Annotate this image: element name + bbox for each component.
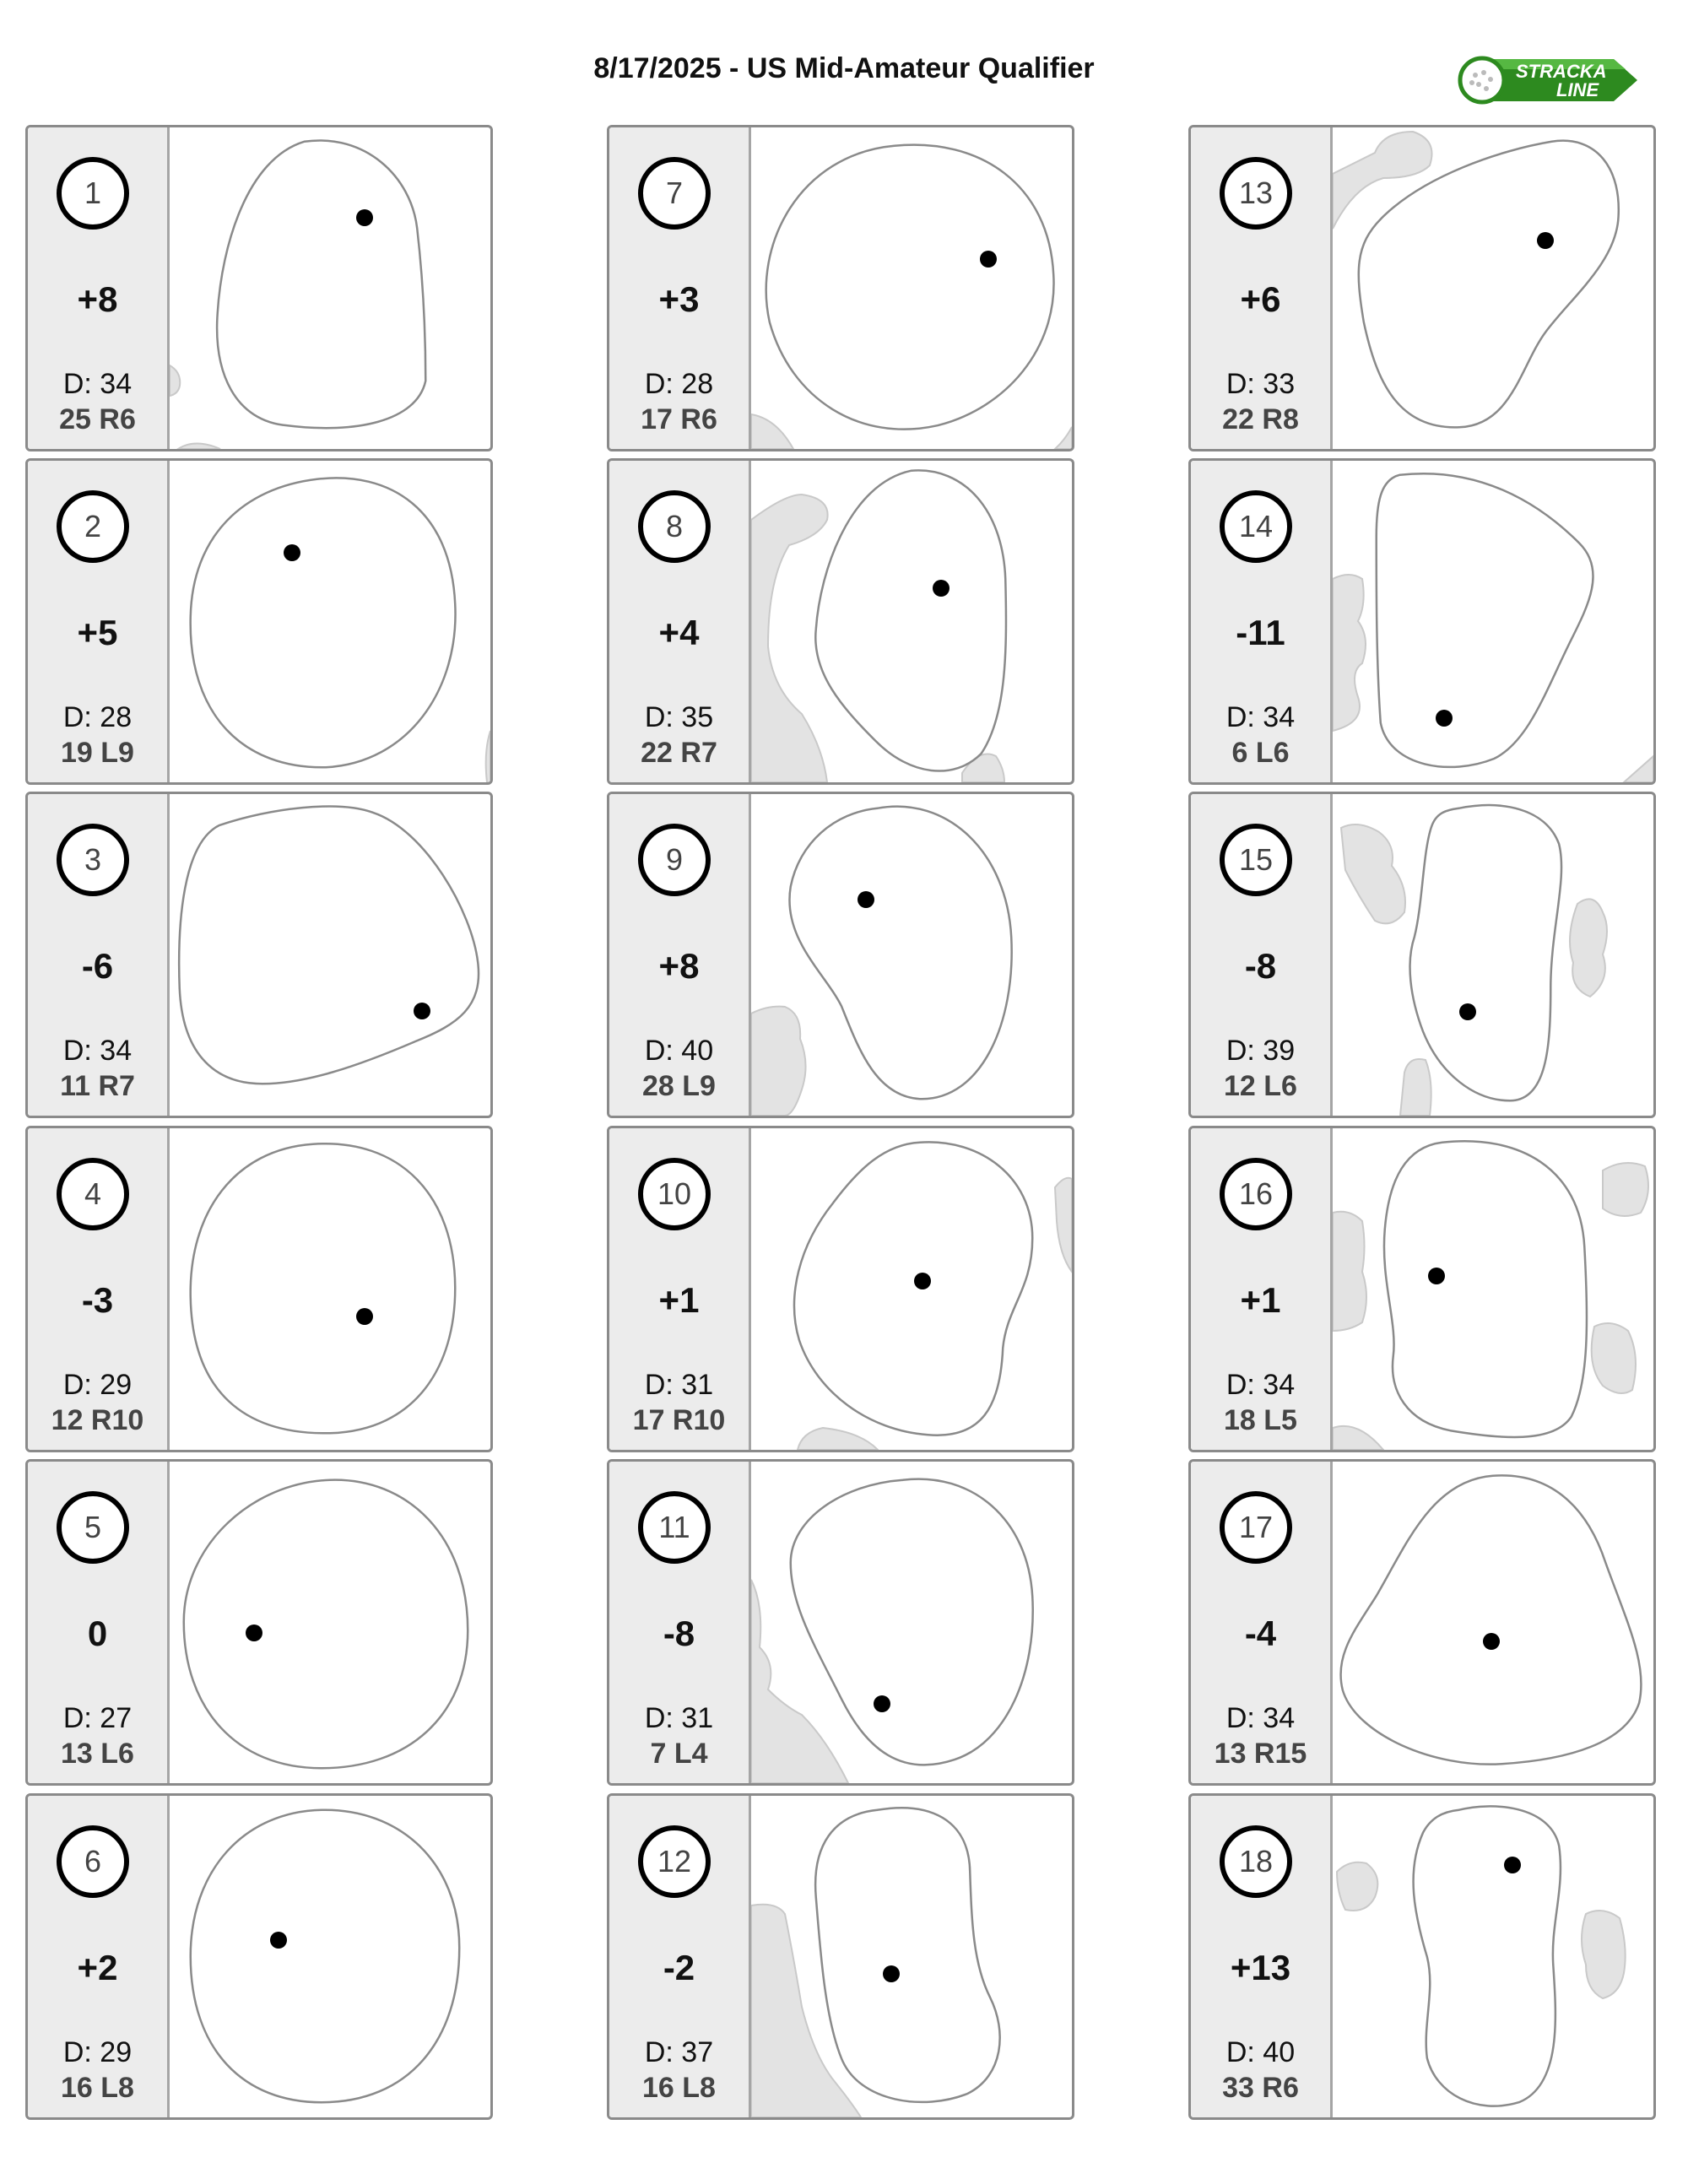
hole-score: -8 [663,1614,695,1653]
hole-card [25,1459,493,1786]
hole-card [25,1126,493,1452]
pin-dot [246,1624,262,1641]
pin-position: 18 L5 [1224,1404,1297,1436]
green-depth: D: 31 [644,1369,714,1401]
hole-score: +8 [658,946,700,986]
green-depth: D: 28 [62,701,133,733]
hole-info-panel [1191,1796,1333,2117]
pin-position: 13 L6 [61,1738,134,1770]
pin-position: 16 L8 [642,2072,716,2104]
hole-number: 9 [638,824,711,896]
green-depth: D: 39 [1225,1035,1296,1067]
hole-number: 14 [1220,490,1292,563]
green-diagram [1333,1128,1653,1450]
hazard-shape [751,1007,806,1116]
hole-score: +2 [77,1948,118,1987]
green-diagram [751,794,1072,1116]
green-depth: D: 33 [1225,368,1296,400]
green-diagram [170,461,490,782]
green-diagram [170,794,490,1116]
hole-score: 0 [87,1614,108,1653]
pin-dot [858,891,874,908]
hole-card [1188,1459,1656,1786]
green-depth: D: 34 [1225,701,1296,733]
pin-dot [414,1003,430,1019]
hole-info-panel [1191,461,1333,782]
hole-number: 11 [638,1491,711,1564]
page-title: 8/17/2025 - US Mid-Amateur Qualifier [593,52,1095,84]
hole-number: 16 [1220,1158,1292,1230]
green-depth: D: 34 [62,368,133,400]
logo-text-top: STRACKA [1516,61,1607,82]
pin-position: 17 R10 [632,1404,726,1436]
green-depth: D: 31 [644,1702,714,1734]
hole-info-panel [1191,794,1333,1116]
pin-position: 17 R6 [641,403,717,435]
hole-info-panel [28,1462,170,1783]
pin-position: 11 R7 [60,1070,135,1102]
green-depth: D: 35 [644,701,714,733]
pin-position: 22 R7 [641,737,717,769]
hole-number: 5 [57,1491,129,1564]
hole-number: 18 [1220,1825,1292,1898]
pin-dot [1537,232,1554,249]
pin-position: 13 R15 [1214,1738,1307,1770]
hole-number: 8 [638,490,711,563]
hole-number: 10 [638,1158,711,1230]
green-depth: D: 34 [1225,1369,1296,1401]
hole-number: 12 [638,1825,711,1898]
pin-dot [980,251,997,268]
hole-score: +5 [77,613,118,652]
hole-number: 13 [1220,157,1292,230]
green-diagram [751,1462,1072,1783]
pin-position: 25 R6 [59,403,136,435]
hole-number: 6 [57,1825,129,1898]
green-diagram [170,1128,490,1450]
hole-number: 1 [57,157,129,230]
pin-position: 16 L8 [61,2072,134,2104]
logo-text-bottom: LINE [1556,79,1599,100]
pin-dot [1436,710,1453,727]
green-depth: D: 40 [1225,2036,1296,2068]
hazard-shape [170,365,220,449]
pin-dot [284,544,300,561]
pin-position: 7 L4 [650,1738,708,1770]
hole-info-panel [1191,1128,1333,1450]
hole-info-panel [609,1462,751,1783]
hole-card [607,1126,1074,1452]
pin-position: 12 R10 [51,1404,144,1436]
hole-number: 3 [57,824,129,896]
green-depth: D: 28 [644,368,714,400]
pin-position: 19 L9 [61,737,134,769]
hole-card [1188,1793,1656,2120]
hole-score: +1 [1240,1280,1281,1320]
hole-score: +13 [1230,1948,1291,1987]
hole-card [607,1793,1074,2120]
pin-position: 12 L6 [1224,1070,1297,1102]
hole-card [607,458,1074,785]
hole-info-panel [28,1796,170,2117]
green-depth: D: 27 [62,1702,133,1734]
pin-position: 6 L6 [1231,737,1290,769]
pin-dot [1504,1857,1521,1873]
green-depth: D: 29 [62,1369,133,1401]
hole-score: +4 [658,613,700,652]
green-diagram [751,461,1072,782]
green-diagram [751,1796,1072,2117]
pin-dot [883,1965,900,1982]
hole-number: 4 [57,1158,129,1230]
hole-number: 2 [57,490,129,563]
pin-dot [1459,1003,1476,1020]
hole-card [1188,1126,1656,1452]
hazard-shape [486,731,490,782]
pin-dot [356,1308,373,1325]
hole-info-panel [1191,127,1333,449]
green-diagram [1333,1462,1653,1783]
hole-score: +3 [658,279,700,319]
hole-info-panel [28,127,170,449]
hole-score: -11 [1236,613,1285,652]
pin-dot [933,580,950,597]
hole-score: -2 [663,1948,695,1987]
hole-card [25,125,493,451]
green-depth: D: 34 [1225,1702,1296,1734]
pin-dot [270,1932,287,1949]
hole-card [607,792,1074,1118]
hole-info-panel [28,461,170,782]
hole-card [25,1793,493,2120]
green-diagram [751,1128,1072,1450]
green-depth: D: 40 [644,1035,714,1067]
pin-dot [914,1273,931,1289]
hole-card [607,125,1074,451]
hole-info-panel [609,1796,751,2117]
green-diagram [1333,1796,1653,2117]
green-diagram [170,1462,490,1783]
hole-info-panel [609,461,751,782]
hole-score: +8 [77,279,118,319]
green-diagram [1333,127,1653,449]
pin-position: 22 R8 [1222,403,1299,435]
hole-score: -6 [81,946,114,986]
hole-info-panel [609,1128,751,1450]
hole-number: 7 [638,157,711,230]
pin-dot [356,209,373,226]
hole-number: 15 [1220,824,1292,896]
green-depth: D: 29 [62,2036,133,2068]
hole-card [1188,125,1656,451]
hole-card [25,458,493,785]
hole-info-panel [28,1128,170,1450]
green-diagram [170,1796,490,2117]
pin-position: 28 L9 [642,1070,716,1102]
pin-position: 33 R6 [1222,2072,1299,2104]
green-depth: D: 34 [62,1035,133,1067]
stracka-line-logo [1457,52,1637,108]
hole-score: -8 [1244,946,1277,986]
hole-info-panel [28,794,170,1116]
pin-dot [1483,1633,1500,1650]
hole-card [1188,792,1656,1118]
hole-score: -3 [81,1280,114,1320]
pin-dot [874,1695,890,1712]
green-diagram [1333,794,1653,1116]
hole-info-panel [1191,1462,1333,1783]
green-depth: D: 37 [644,2036,714,2068]
hole-score: +6 [1240,279,1281,319]
hole-score: -4 [1244,1614,1277,1653]
hole-card [1188,458,1656,785]
hole-card [25,792,493,1118]
green-diagram [1333,461,1653,782]
hole-info-panel [609,794,751,1116]
hole-info-panel [609,127,751,449]
hole-number: 17 [1220,1491,1292,1564]
hole-score: +1 [658,1280,700,1320]
hole-card [607,1459,1074,1786]
green-diagram [170,127,490,449]
pin-dot [1428,1268,1445,1284]
green-diagram [751,127,1072,449]
